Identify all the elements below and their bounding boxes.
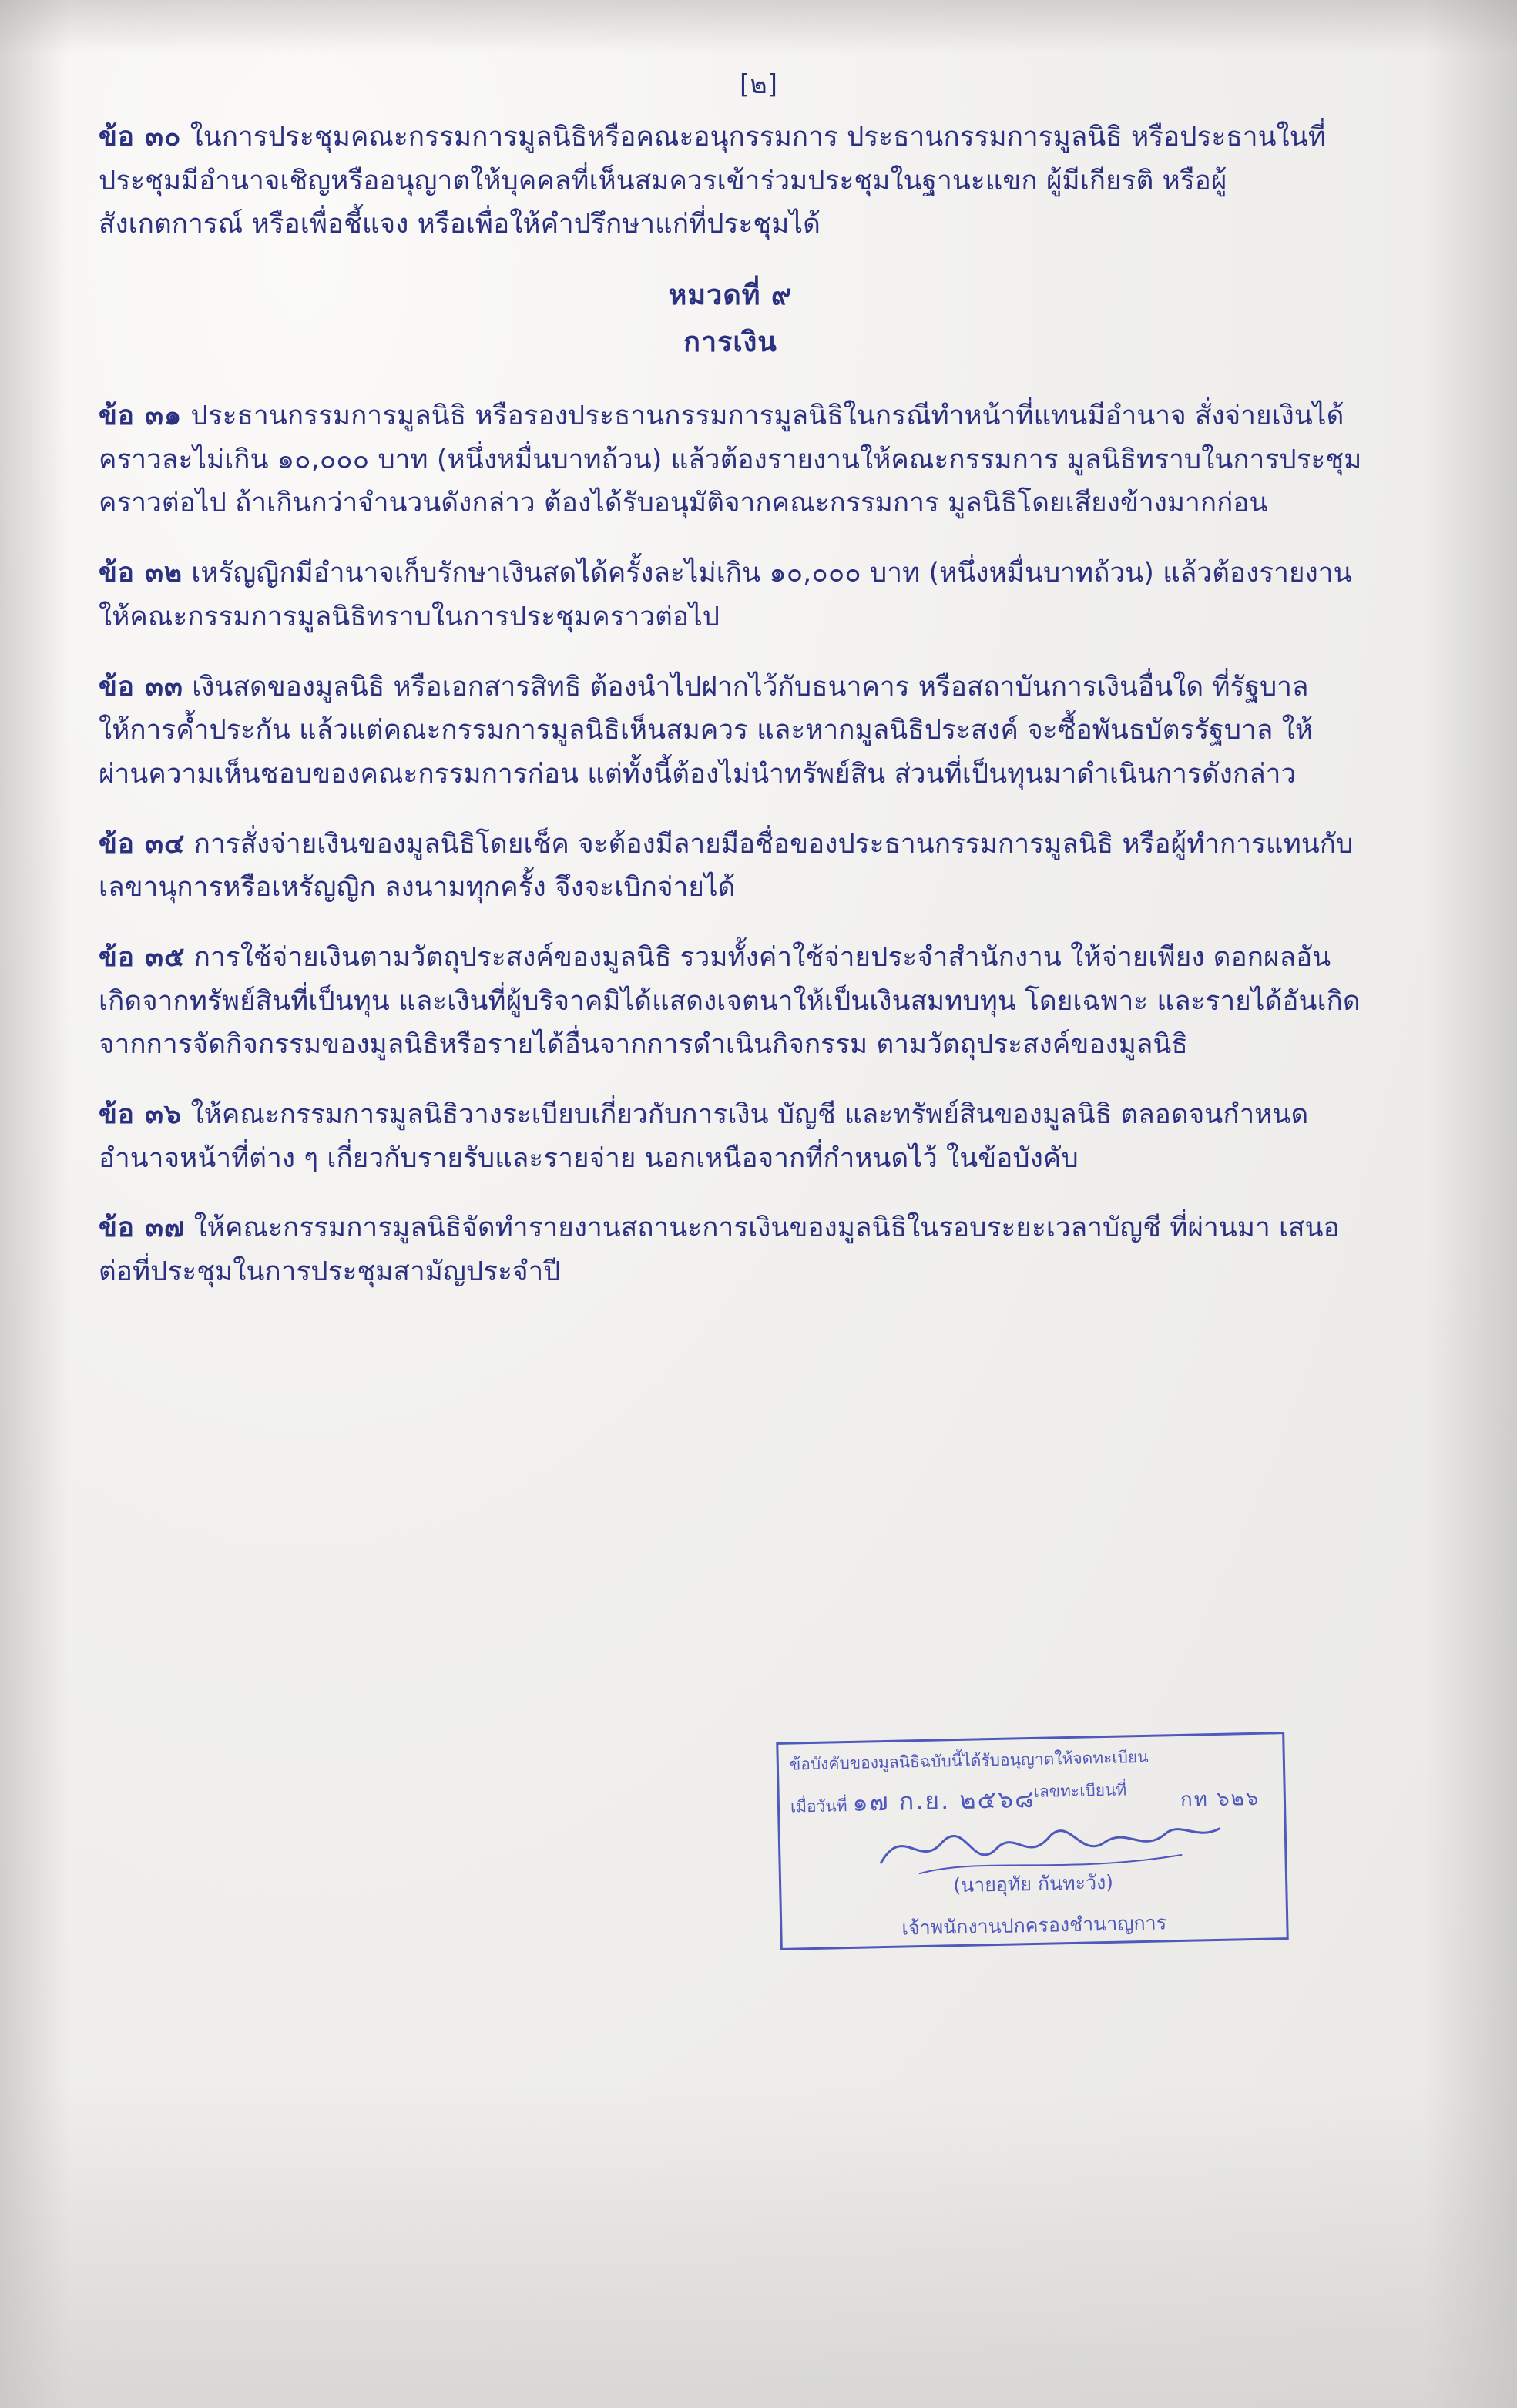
stamp-signer-name: (นายอุทัย กันทะวัง) <box>952 1870 1114 1897</box>
clause-text-32: เหรัญญิกมีอำนาจเก็บรักษาเงินสดได้ครั้งละไม่เกิน ๑๐,๐๐๐ บาท (หนึ่งหมื่นบาทถ้วน) แล้วต้องรายงานให้คณะกรรมการมูลนิธิทราบในการประชุมคราวต่อไป <box>99 558 1352 632</box>
clause-label-30: ข้อ ๓๐ <box>99 122 182 153</box>
chapter-heading: หมวดที่ ๙ <box>668 280 793 312</box>
clause-label-32: ข้อ ๓๒ <box>99 558 183 589</box>
paragraph-clause-30 <box>99 116 1362 247</box>
clause-text-36: ให้คณะกรรมการมูลนิธิวางระเบียบเกี่ยวกับการเงิน บัญชี และทรัพย์สินของมูลนิธิ ตลอดจนกำหนดอำนาจหน้าที่ต่าง ๆ เกี่ยวกับรายรับและรายจ่าย นอกเหนือจากที่กำหนดไว้ ในข้อบังคับ <box>99 1099 1309 1174</box>
clause-label-37: ข้อ ๓๗ <box>99 1212 186 1244</box>
paragraph-clause-35 <box>99 936 1362 1067</box>
stamp-date-value: ๑๗ ก.ย. ๒๕๖๘ <box>851 1783 1036 1817</box>
stamp-registration-label: เลขทะเบียนที่ <box>1033 1780 1127 1801</box>
paragraph-clause-32 <box>99 552 1362 639</box>
paragraph-clause-31 <box>99 394 1362 525</box>
paragraph-clause-36 <box>99 1093 1362 1180</box>
clause-label-34: ข้อ ๓๔ <box>99 828 186 860</box>
clause-text-31: ประธานกรรมการมูลนิธิ หรือรองประธานกรรมการมูลนิธิในกรณีทำหน้าที่แทนมีอำนาจ สั่งจ่ายเงินได้คราวละไม่เกิน ๑๐,๐๐๐ บาท (หนึ่งหมื่นบาทถ้วน) แล้วต้องรายงานให้คณะกรรมการ มูลนิธิทราบในการประชุมคราวต่อไป ถ้าเกินกว่าจำนวนดังกล่าว ต้องได้รับอนุมัติจากคณะกรรมการ มูลนิธิโดยเสียงข้างมากก่อน <box>99 401 1362 519</box>
clause-text-33: เงินสดของมูลนิธิ หรือเอกสารสิทธิ ต้องนำไปฝากไว้กับธนาคาร หรือสถาบันการเงินอื่นใด ที่รัฐบาลให้การค้ำประกัน แล้วแต่คณะกรรมการมูลนิธิเห็นสมควร และหากมูลนิธิประสงค์ จะซื้อพันธบัตรรัฐบาล ให้ผ่านความเห็นชอบของคณะกรรมการก่อน แต่ทั้งนี้ต้องไม่นำทรัพย์สิน ส่วนที่เป็นทุนมาดำเนินการดังกล่าว <box>99 671 1313 790</box>
clause-text-34: การสั่งจ่ายเงินของมูลนิธิโดยเช็ค จะต้องมีลายมือชื่อของประธานกรรมการมูลนิธิ หรือผู้ทำการแทนกับเลขานุการหรือเหรัญญิก ลงนามทุกครั้ง จึงจะเบิกจ่ายได้ <box>99 828 1354 904</box>
paragraph-clause-37 <box>99 1206 1362 1293</box>
page-number: [๒] <box>740 69 777 100</box>
document-body <box>99 116 1362 1320</box>
chapter-subheading: การเงิน <box>683 327 777 359</box>
stamp-date-label: เมื่อวันที่ <box>790 1796 847 1816</box>
clause-label-36: ข้อ ๓๖ <box>99 1099 183 1130</box>
paragraph-clause-33 <box>99 666 1362 797</box>
stamp-date-line <box>790 1779 1035 1824</box>
stamp-registration-number: กท ๖๒๖ <box>1180 1786 1260 1812</box>
stamp-line-1: ข้อบังคับของมูลนิธิฉบับนี้ได้รับอนุญาตให้จดทะเบียน <box>789 1747 1149 1774</box>
clause-label-33: ข้อ ๓๓ <box>99 671 183 703</box>
clause-label-35: ข้อ ๓๕ <box>99 941 186 973</box>
clause-text-37: ให้คณะกรรมการมูลนิธิจัดทำรายงานสถานะการเงินของมูลนิธิในรอบระยะเวลาบัญชี ที่ผ่านมา เสนอต่อที่ประชุมในการประชุมสามัญประจำปี <box>99 1212 1340 1288</box>
stamp-signer-title: เจ้าพนักงานปกครองชำนาญการ <box>901 1911 1167 1940</box>
clause-text-30: ในการประชุมคณะกรรมการมูลนิธิหรือคณะอนุกรรมการ ประธานกรรมการมูลนิธิ หรือประธานในที่ประชุมมีอำนาจเชิญหรืออนุญาตให้บุคคลที่เห็นสมควรเข้าร่วมประชุมในฐานะแขก ผู้มีเกียรติ หรือผู้สังเกตการณ์ หรือเพื่อชี้แจง หรือเพื่อให้คำปรึกษาแก่ที่ประชุมได้ <box>99 122 1327 240</box>
clause-text-35: การใช้จ่ายเงินตามวัตถุประสงค์ของมูลนิธิ รวมทั้งค่าใช้จ่ายประจำสำนักงาน ให้จ่ายเพียง ดอกผลอันเกิดจากทรัพย์สินที่เป็นทุน และเงินที่ผู้บริจาคมิได้แสดงเจตนาให้เป็นเงินสมทบทุน โดยเฉพาะ และรายได้อันเกิดจากการจัดกิจกรรมของมูลนิธิหรือรายได้อื่นจากการดำเนินกิจกรรม ตามวัตถุประสงค์ของมูลนิธิ <box>99 941 1361 1061</box>
clause-label-31: ข้อ ๓๑ <box>99 401 183 432</box>
paragraph-clause-34 <box>99 823 1362 910</box>
registration-stamp <box>776 1732 1289 1950</box>
